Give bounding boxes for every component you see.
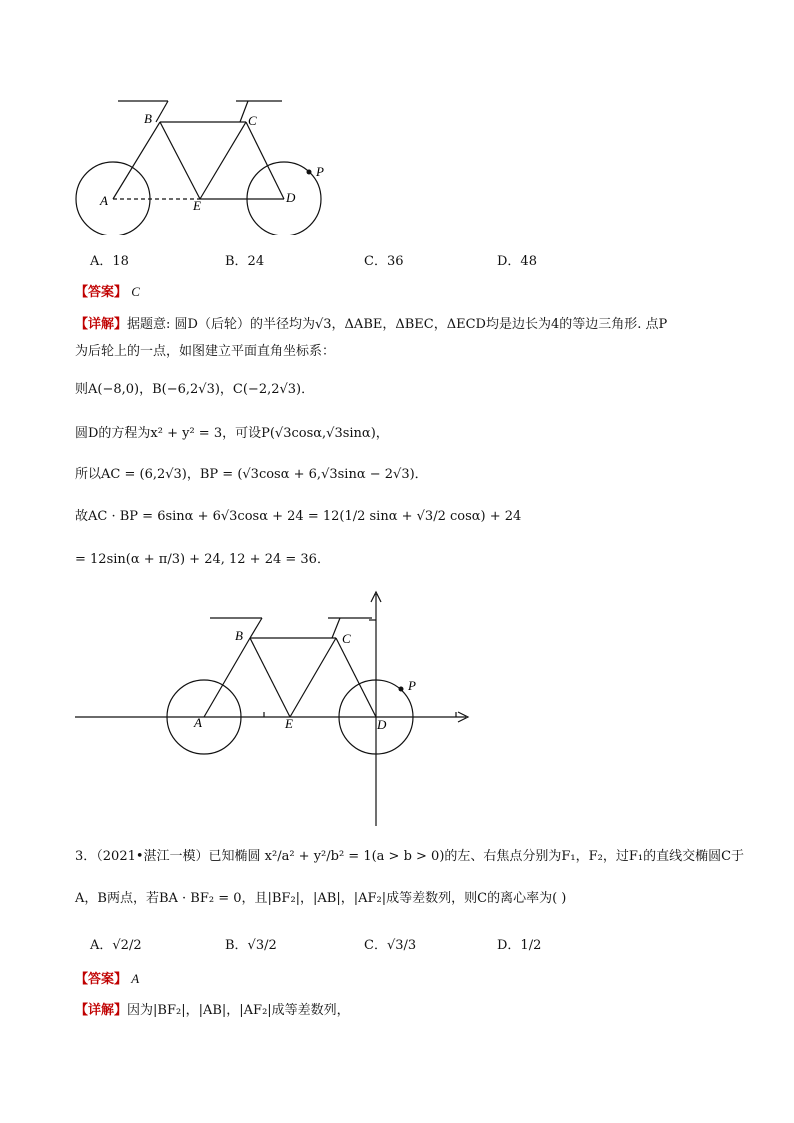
- detail-line-3: 则A(−8,0)，B(−6,2√3)，C(−2,2√3)．: [75, 382, 315, 397]
- detail-line-2: 为后轮上的一点，如图建立平面直角坐标系：: [75, 344, 336, 359]
- fig1-label-a: A: [100, 193, 108, 208]
- detail-3-line-1: 【详解】因为|BF₂|，|AB|，|AF₂|成等差数列，: [75, 1003, 350, 1018]
- option-a: A．√2/2: [90, 938, 142, 953]
- question-3-line-2: A，B两点，若BA · BF₂ = 0，且|BF₂|，|AB|，|AF₂|成等差数列，则C的离心率为( ): [75, 891, 567, 906]
- detail-line-6: 故AC · BP = 6sinα + 6√3cosα + 24 = 12(1/2 sinα + √3/2 cosα) + 24: [75, 509, 522, 524]
- fig2-label-a: A: [194, 715, 202, 730]
- detail-line-4: 圆D的方程为x² + y² = 3，可设P(√3cosα,√3sinα)，: [75, 426, 389, 441]
- answer-tag: 【答案】: [75, 972, 128, 987]
- option-b: B．√3/2: [225, 938, 277, 953]
- detail-line-1: 【详解】据题意: 圆D（后轮）的半径均为√3，ΔABE，ΔBEC，ΔECD均是边长为4的等边三角形. 点P: [75, 317, 668, 332]
- detail-line-5: 所以AC = (6,2√3)，BP = (√3cosα + 6,√3sinα − 2√3)．: [75, 467, 428, 482]
- fig2-label-c: C: [342, 631, 351, 646]
- detail-tag: 【详解】: [75, 317, 128, 332]
- fig1-label-e: E: [193, 198, 201, 213]
- question-3-line-1: 3．（2021•湛江一模）已知椭圆 x²/a² + y²/b² = 1(a > b > 0)的左、右焦点分别为F₁，F₂，过F₁的直线交椭圆C于: [75, 849, 745, 864]
- fig1-label-d: D: [286, 190, 296, 205]
- fig2-label-b: B: [235, 628, 243, 643]
- fig2-label-p: P: [408, 678, 416, 693]
- option-c: C．36: [364, 254, 404, 269]
- answer-line-1: [75, 283, 140, 302]
- answer-value: A: [131, 971, 140, 986]
- option-d: D．48: [497, 254, 537, 269]
- detail-tag: 【详解】: [75, 1003, 128, 1018]
- option-d: D．1/2: [497, 938, 542, 953]
- option-c: C．√3/3: [364, 938, 417, 953]
- bicycle-figure-1: [70, 95, 340, 235]
- fig1-label-b: B: [144, 111, 152, 126]
- detail-line-7: = 12sin(α + π/3) + 24, 12 + 24 = 36．: [75, 552, 330, 567]
- answer-line-3: [75, 970, 139, 989]
- answer-tag: 【答案】: [75, 285, 128, 300]
- answer-value: C: [131, 284, 140, 299]
- fig2-label-e: E: [285, 716, 293, 731]
- option-a: A．18: [90, 254, 129, 269]
- fig1-label-c: C: [248, 113, 257, 128]
- bicycle-figure-2: [70, 590, 480, 830]
- fig2-label-d: D: [377, 717, 387, 732]
- option-b: B．24: [225, 254, 265, 269]
- fig1-label-p: P: [316, 164, 324, 179]
